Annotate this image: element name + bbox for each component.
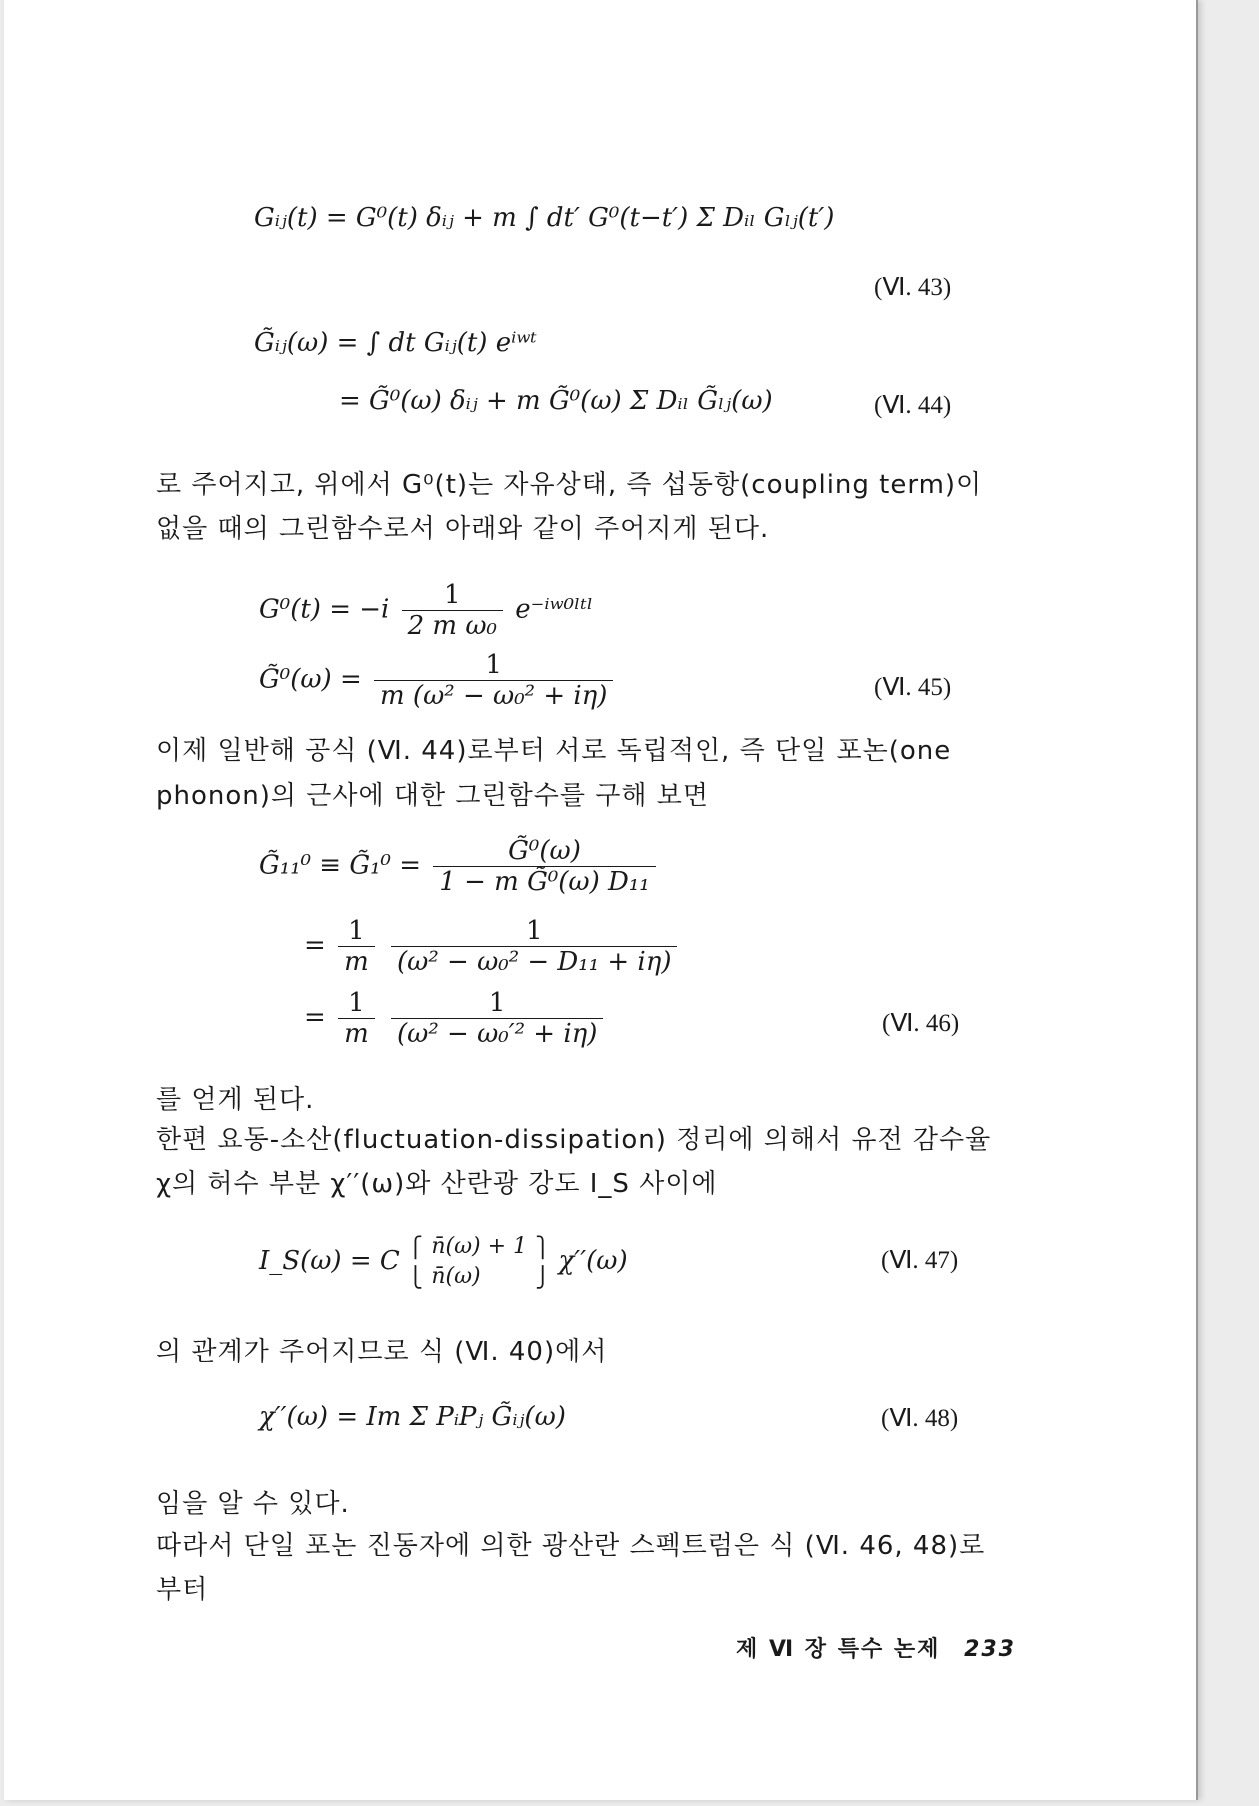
- equation-45-fraction-1: $\frac{1}{\text{2 m ω₀}}$: [402, 582, 503, 639]
- equation-46-line1: G̃₁₁⁰ ≡ G̃₁⁰ = $\frac{\text{G̃⁰(ω)}}{\text{1 − m G̃⁰(ω) D₁₁}}$: [259, 838, 660, 895]
- equation-47: I_S(ω) = C ⎧ ⎩ n̄(ω) + 1 n̄(ω) ⎫ ⎭ χ′′(ω): [259, 1234, 628, 1289]
- equation-44-number: (Ⅵ. 44): [874, 392, 952, 419]
- chapter-label: 제 Ⅵ 장 특수 논제: [736, 1637, 941, 1662]
- equation-43: [254, 205, 834, 231]
- paragraph-4-line1: 의 관계가 주어지므로 식 (Ⅵ. 40)에서: [156, 1337, 608, 1367]
- equation-46-line3: = $\frac{1}{m}$ $\frac{1}{\text{(ω² − ω₀′² + iη)}}$: [304, 990, 607, 1047]
- paragraph-5-line2: 따라서 단일 포논 진동자에 의한 광산란 스펙트럼은 식 (Ⅵ. 46, 48)로: [156, 1531, 986, 1561]
- paragraph-5-line1: 임을 알 수 있다.: [156, 1489, 350, 1519]
- paragraph-3-line1: 를 얻게 된다.: [156, 1085, 315, 1115]
- document-page: [4, 0, 1198, 1800]
- equation-47-number: (Ⅵ. 47): [881, 1247, 959, 1274]
- equation-44-line2: = G̃⁰(ω) δᵢⱼ + m G̃⁰(ω) Σ Dᵢₗ G̃ₗⱼ(ω): [339, 386, 773, 416]
- paragraph-2-line2: phonon)의 근사에 대한 그린함수를 구해 보면: [156, 781, 709, 811]
- equation-45-number: (Ⅵ. 45): [874, 674, 952, 701]
- equation-43-body: Gᵢⱼ(t) = G⁰(t) δᵢⱼ + m ∫ dt′ G⁰(t−t′) Σ Dᵢₗ Gₗⱼ(t′): [254, 203, 835, 233]
- equation-48: χ′′(ω) = Im Σ PᵢPⱼ G̃ᵢⱼ(ω): [259, 1402, 566, 1432]
- equation-45-line2: G̃⁰(ω) = $\frac{1}{\text{m (ω² − ω₀² + iη)}}$: [259, 652, 617, 709]
- paragraph-3-line2: 한편 요동-소산(fluctuation-dissipation) 정리에 의해서 유전 감수율: [156, 1125, 992, 1155]
- paragraph-3-line3: χ의 허수 부분 χ′′(ω)와 산란광 강도 I_S 사이에: [156, 1169, 718, 1199]
- paragraph-1-line1: 로 주어지고, 위에서 G⁰(t)는 자유상태, 즉 섭동항(coupling term)이: [156, 470, 983, 500]
- paragraph-1-line2: 없을 때의 그린함수로서 아래와 같이 주어지게 된다.: [156, 514, 770, 544]
- equation-45-line1: G⁰(t) = −i $\frac{1}{\text{2 m ω₀}}$ e⁻ⁱʷ⁰ˡᵗˡ: [259, 580, 594, 641]
- equation-45-fraction-2: $\frac{1}{\text{m (ω² − ω₀² + iη)}}$: [374, 652, 613, 709]
- page-number: 233: [964, 1637, 1016, 1662]
- paragraph-5-line3: 부터: [156, 1575, 209, 1605]
- paragraph-2-line1: 이제 일반해 공식 (Ⅵ. 44)로부터 서로 독립적인, 즉 단일 포논(one: [156, 736, 952, 766]
- equation-44-line1: G̃ᵢⱼ(ω) = ∫ dt Gᵢⱼ(t) eⁱʷᵗ: [254, 328, 537, 358]
- page-footer: [736, 1632, 1016, 1663]
- equation-43-number: (Ⅵ. 43): [874, 274, 952, 301]
- equation-46-number: (Ⅵ. 46): [882, 1010, 960, 1037]
- equation-48-number: (Ⅵ. 48): [881, 1405, 959, 1432]
- equation-46-line2: = $\frac{1}{m}$ $\frac{1}{\text{(ω² − ω₀² − D₁₁ + iη)}}$: [304, 918, 681, 975]
